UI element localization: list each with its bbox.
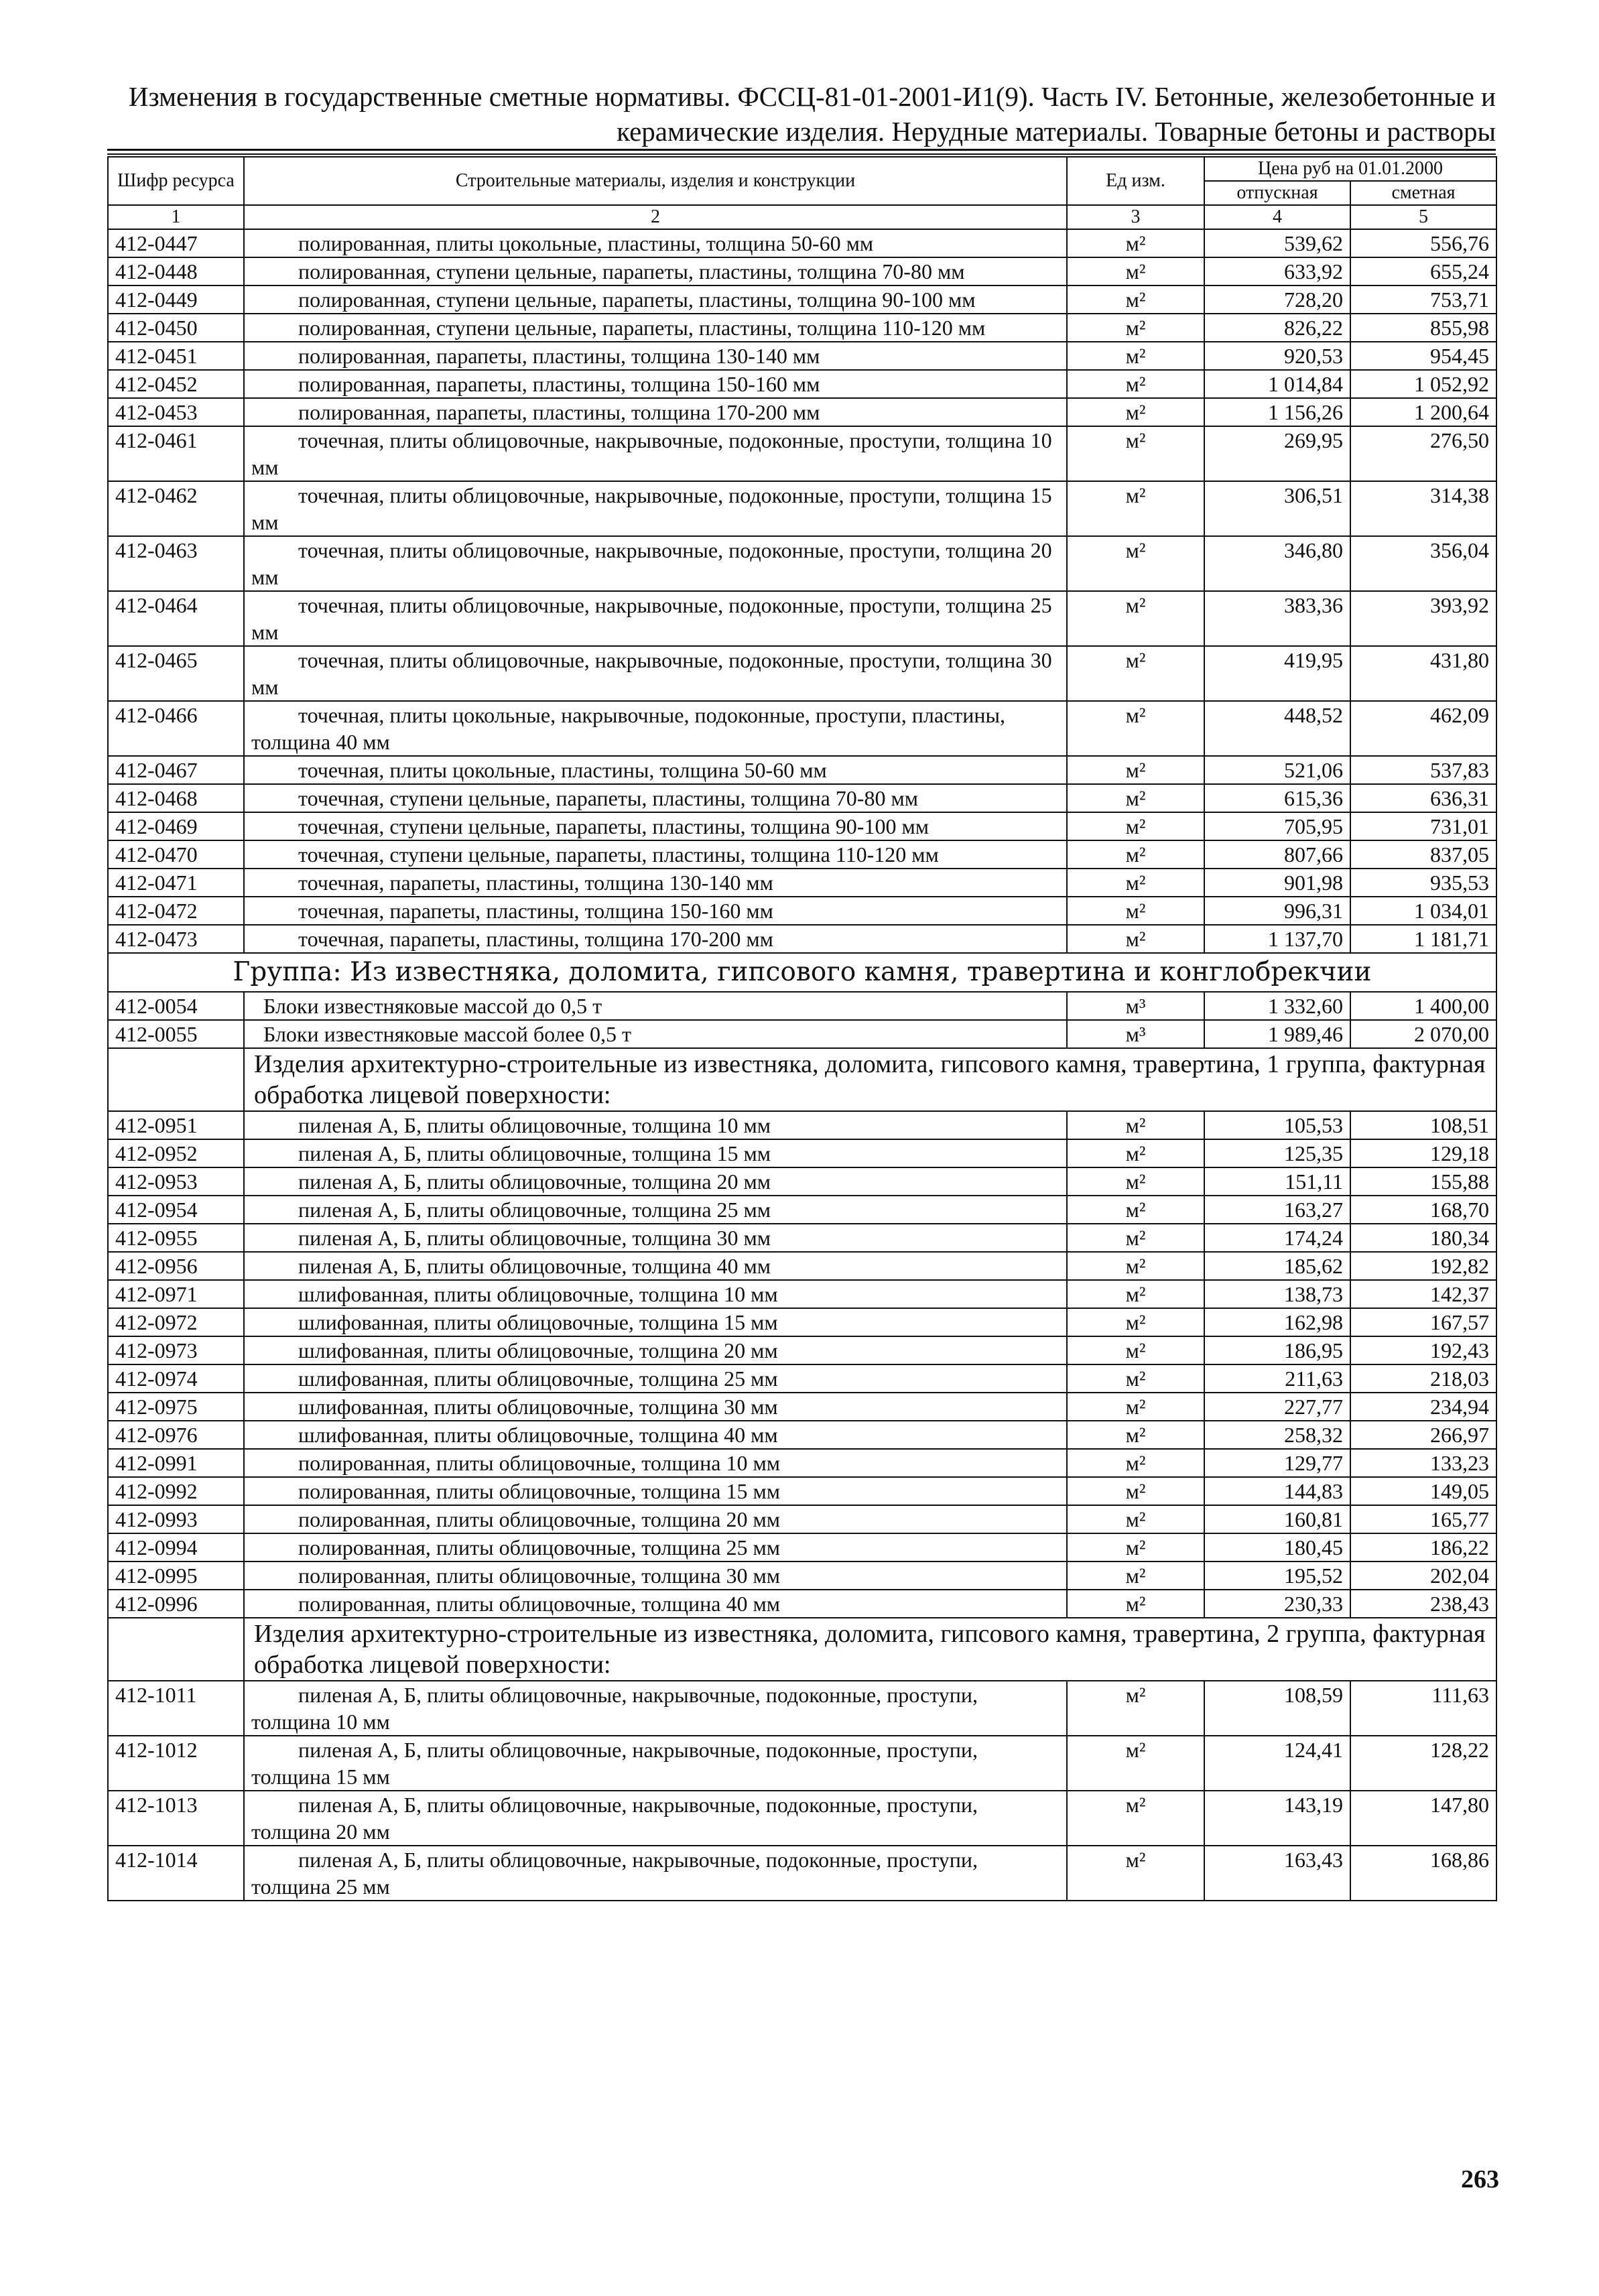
material-name: полированная, плиты облицовочные, толщина 15 мм [244, 1477, 1067, 1505]
material-name: Блоки известняковые массой более 0,5 т [244, 1020, 1067, 1048]
material-name: точечная, плиты цокольные, накрывочные, подоконные, проступи, пластины, толщина 40 мм [244, 701, 1067, 756]
release-price: 269,95 [1204, 426, 1350, 481]
table-row [108, 1308, 1496, 1336]
release-price: 195,52 [1204, 1561, 1350, 1590]
table-row [108, 257, 1496, 285]
material-name: точечная, парапеты, пластины, толщина 170-200 мм [244, 925, 1067, 953]
estimate-price: 954,45 [1350, 342, 1496, 370]
unit: м² [1067, 1364, 1204, 1393]
table-row [108, 229, 1496, 257]
unit: м² [1067, 370, 1204, 398]
table-row [108, 1449, 1496, 1477]
estimate-price: 218,03 [1350, 1364, 1496, 1393]
release-price: 807,66 [1204, 840, 1350, 869]
material-name: полированная, плиты облицовочные, толщина 40 мм [244, 1590, 1067, 1618]
unit: м² [1067, 840, 1204, 869]
resource-code: 412-0952 [108, 1139, 244, 1167]
resource-code: 412-0994 [108, 1533, 244, 1561]
material-name: точечная, плиты облицовочные, накрывочные, подоконные, проступи, толщина 20 мм [244, 536, 1067, 591]
table-row [108, 1681, 1496, 1736]
estimate-price: 837,05 [1350, 840, 1496, 869]
estimate-price: 1 052,92 [1350, 370, 1496, 398]
release-price: 129,77 [1204, 1449, 1350, 1477]
col-header-estimate: сметная [1350, 181, 1496, 205]
release-price: 306,51 [1204, 481, 1350, 536]
header-line-2: керамические изделия. Нерудные материалы. Товарные бетоны и растворы [617, 116, 1496, 147]
estimate-price: 238,43 [1350, 1590, 1496, 1618]
estimate-price: 636,31 [1350, 784, 1496, 812]
estimate-price: 731,01 [1350, 812, 1496, 840]
release-price: 920,53 [1204, 342, 1350, 370]
estimate-price: 234,94 [1350, 1393, 1496, 1421]
material-name: шлифованная, плиты облицовочные, толщина 40 мм [244, 1421, 1067, 1449]
estimate-price: 276,50 [1350, 426, 1496, 481]
material-name: точечная, ступени цельные, парапеты, пластины, толщина 110-120 мм [244, 840, 1067, 869]
unit: м² [1067, 925, 1204, 953]
resource-code: 412-0054 [108, 992, 244, 1020]
table-row [108, 840, 1496, 869]
estimate-price: 149,05 [1350, 1477, 1496, 1505]
resource-code: 412-0461 [108, 426, 244, 481]
table-row [108, 701, 1496, 756]
estimate-price: 314,38 [1350, 481, 1496, 536]
release-price: 162,98 [1204, 1308, 1350, 1336]
estimate-price: 155,88 [1350, 1167, 1496, 1196]
resource-code: 412-0954 [108, 1196, 244, 1224]
table-row [108, 1139, 1496, 1167]
resource-code: 412-0451 [108, 342, 244, 370]
rows-section-a [108, 229, 1496, 953]
estimate-price: 168,70 [1350, 1196, 1496, 1224]
col-header-name: Строительные материалы, изделия и конструкции [244, 157, 1067, 205]
release-price: 211,63 [1204, 1364, 1350, 1393]
estimate-price: 356,04 [1350, 536, 1496, 591]
col-header-code: Шифр ресурса [108, 157, 244, 205]
release-price: 185,62 [1204, 1252, 1350, 1280]
material-name: шлифованная, плиты облицовочные, толщина 10 мм [244, 1280, 1067, 1308]
resource-code: 412-0463 [108, 536, 244, 591]
material-name: шлифованная, плиты облицовочные, толщина 30 мм [244, 1393, 1067, 1421]
material-name: точечная, парапеты, пластины, толщина 130-140 мм [244, 869, 1067, 897]
estimate-price: 1 034,01 [1350, 897, 1496, 925]
release-price: 996,31 [1204, 897, 1350, 925]
material-name: пиленая А, Б, плиты облицовочные, накрывочные, подоконные, проступи, толщина 20 мм [244, 1791, 1067, 1846]
unit: м² [1067, 1846, 1204, 1901]
unit: м² [1067, 1421, 1204, 1449]
release-price: 108,59 [1204, 1681, 1350, 1736]
rows-section-b [108, 992, 1496, 1048]
material-name: полированная, ступени цельные, парапеты, пластины, толщина 70-80 мм [244, 257, 1067, 285]
subgroup-title-2: Изделия архитектурно-строительные из известняка, доломита, гипсового камня, травертина, 2 группа, фактурная обработка лицевой поверхности: [244, 1618, 1496, 1681]
release-price: 705,95 [1204, 812, 1350, 840]
material-name: точечная, парапеты, пластины, толщина 150-160 мм [244, 897, 1067, 925]
group-title: Группа: Из известняка, доломита, гипсового камня, травертина и конглобрекчии [108, 953, 1496, 992]
material-name: точечная, ступени цельные, парапеты, пластины, толщина 70-80 мм [244, 784, 1067, 812]
table-row [108, 314, 1496, 342]
resource-code: 412-0464 [108, 591, 244, 646]
unit: м² [1067, 481, 1204, 536]
estimate-price: 128,22 [1350, 1736, 1496, 1791]
resource-code: 412-0975 [108, 1393, 244, 1421]
estimate-price: 753,71 [1350, 285, 1496, 314]
estimate-price: 108,51 [1350, 1111, 1496, 1139]
header-rule [107, 149, 1496, 151]
resource-code: 412-0447 [108, 229, 244, 257]
resource-code: 412-1011 [108, 1681, 244, 1736]
material-name: пиленая А, Б, плиты облицовочные, толщина 25 мм [244, 1196, 1067, 1224]
unit: м² [1067, 1791, 1204, 1846]
release-price: 151,11 [1204, 1167, 1350, 1196]
estimate-price: 129,18 [1350, 1139, 1496, 1167]
table-row [108, 1590, 1496, 1618]
material-name: полированная, ступени цельные, парапеты, пластины, толщина 110-120 мм [244, 314, 1067, 342]
estimate-price: 186,22 [1350, 1533, 1496, 1561]
release-price: 346,80 [1204, 536, 1350, 591]
material-name: пиленая А, Б, плиты облицовочные, накрывочные, подоконные, проступи, толщина 25 мм [244, 1846, 1067, 1901]
material-name: Блоки известняковые массой до 0,5 т [244, 992, 1067, 1020]
unit: м² [1067, 1196, 1204, 1224]
col-number: 3 [1067, 205, 1204, 229]
estimate-price: 2 070,00 [1350, 1020, 1496, 1048]
table-row [108, 1280, 1496, 1308]
unit: м² [1067, 1393, 1204, 1421]
unit: м² [1067, 1561, 1204, 1590]
estimate-price: 935,53 [1350, 869, 1496, 897]
release-price: 615,36 [1204, 784, 1350, 812]
table-row [108, 869, 1496, 897]
table-row [108, 992, 1496, 1020]
unit: м² [1067, 1449, 1204, 1477]
table-row [108, 591, 1496, 646]
unit: м² [1067, 314, 1204, 342]
unit: м² [1067, 285, 1204, 314]
table-row [108, 1252, 1496, 1280]
estimate-price: 168,86 [1350, 1846, 1496, 1901]
material-name: полированная, парапеты, пластины, толщина 150-160 мм [244, 370, 1067, 398]
release-price: 186,95 [1204, 1336, 1350, 1364]
estimate-price: 167,57 [1350, 1308, 1496, 1336]
resource-code: 412-0972 [108, 1308, 244, 1336]
release-price: 448,52 [1204, 701, 1350, 756]
estimate-price: 431,80 [1350, 646, 1496, 701]
release-price: 125,35 [1204, 1139, 1350, 1167]
table-row [108, 897, 1496, 925]
subgroup-spacer [108, 1618, 244, 1681]
material-name: полированная, плиты облицовочные, толщина 20 мм [244, 1505, 1067, 1533]
release-price: 728,20 [1204, 285, 1350, 314]
resource-code: 412-0471 [108, 869, 244, 897]
unit: м² [1067, 1308, 1204, 1336]
unit: м² [1067, 591, 1204, 646]
table-row [108, 1477, 1496, 1505]
col-number: 4 [1204, 205, 1350, 229]
col-number: 2 [244, 205, 1067, 229]
release-price: 1 332,60 [1204, 992, 1350, 1020]
material-name: полированная, плиты облицовочные, толщина 10 мм [244, 1449, 1067, 1477]
material-name: полированная, плиты облицовочные, толщина 30 мм [244, 1561, 1067, 1590]
table-row [108, 1561, 1496, 1590]
release-price: 826,22 [1204, 314, 1350, 342]
release-price: 144,83 [1204, 1477, 1350, 1505]
estimate-price: 855,98 [1350, 314, 1496, 342]
unit: м² [1067, 1505, 1204, 1533]
table-row [108, 1336, 1496, 1364]
table-row [108, 1224, 1496, 1252]
table-row [108, 426, 1496, 481]
resource-code: 412-0465 [108, 646, 244, 701]
release-price: 419,95 [1204, 646, 1350, 701]
release-price: 383,36 [1204, 591, 1350, 646]
subgroup-spacer [108, 1048, 244, 1111]
estimate-price: 393,92 [1350, 591, 1496, 646]
col-header-unit: Ед изм. [1067, 157, 1204, 205]
unit: м² [1067, 812, 1204, 840]
release-price: 160,81 [1204, 1505, 1350, 1533]
table-row [108, 1196, 1496, 1224]
unit: м² [1067, 756, 1204, 784]
estimate-price: 192,82 [1350, 1252, 1496, 1280]
unit: м² [1067, 869, 1204, 897]
table-row [108, 1791, 1496, 1846]
table-row [108, 1736, 1496, 1791]
resource-code: 412-0462 [108, 481, 244, 536]
material-name: полированная, парапеты, пластины, толщина 130-140 мм [244, 342, 1067, 370]
unit: м² [1067, 1111, 1204, 1139]
resource-code: 412-0469 [108, 812, 244, 840]
table-row [108, 1505, 1496, 1533]
release-price: 230,33 [1204, 1590, 1350, 1618]
material-name: пиленая А, Б, плиты облицовочные, толщина 20 мм [244, 1167, 1067, 1196]
unit: м² [1067, 229, 1204, 257]
table-row [108, 1020, 1496, 1048]
unit: м² [1067, 1736, 1204, 1791]
header-line-1: Изменения в государственные сметные нормативы. ФССЦ-81-01-2001-И1(9). Часть IV. Бетонные, железобетонные и [128, 81, 1496, 112]
resource-code: 412-0467 [108, 756, 244, 784]
estimate-price: 655,24 [1350, 257, 1496, 285]
resource-code: 412-0450 [108, 314, 244, 342]
estimate-price: 556,76 [1350, 229, 1496, 257]
unit: м² [1067, 1681, 1204, 1736]
unit: м² [1067, 1167, 1204, 1196]
unit: м² [1067, 1252, 1204, 1280]
unit: м² [1067, 1224, 1204, 1252]
table-row [108, 1111, 1496, 1139]
unit: м² [1067, 701, 1204, 756]
resource-code: 412-0973 [108, 1336, 244, 1364]
estimate-price: 266,97 [1350, 1421, 1496, 1449]
table-row [108, 756, 1496, 784]
unit: м² [1067, 426, 1204, 481]
unit: м³ [1067, 992, 1204, 1020]
material-name: точечная, плиты цокольные, пластины, толщина 50-60 мм [244, 756, 1067, 784]
release-price: 138,73 [1204, 1280, 1350, 1308]
unit: м² [1067, 897, 1204, 925]
estimate-price: 462,09 [1350, 701, 1496, 756]
col-header-price: Цена руб на 01.01.2000 [1204, 157, 1496, 181]
table-row [108, 812, 1496, 840]
resource-code: 412-0055 [108, 1020, 244, 1048]
release-price: 143,19 [1204, 1791, 1350, 1846]
release-price: 174,24 [1204, 1224, 1350, 1252]
table-row [108, 1846, 1496, 1901]
table-row [108, 481, 1496, 536]
page-number: 263 [1461, 2165, 1499, 2193]
resource-code: 412-1012 [108, 1736, 244, 1791]
resource-code: 412-0974 [108, 1364, 244, 1393]
table-row [108, 1364, 1496, 1393]
unit: м² [1067, 398, 1204, 426]
resource-code: 412-0472 [108, 897, 244, 925]
material-name: пиленая А, Б, плиты облицовочные, накрывочные, подоконные, проступи, толщина 15 мм [244, 1736, 1067, 1791]
estimate-price: 180,34 [1350, 1224, 1496, 1252]
header-rule-2 [107, 153, 1496, 155]
material-name: точечная, плиты облицовочные, накрывочные, подоконные, проступи, толщина 15 мм [244, 481, 1067, 536]
release-price: 1 989,46 [1204, 1020, 1350, 1048]
resource-code: 412-0992 [108, 1477, 244, 1505]
unit: м³ [1067, 1020, 1204, 1048]
material-name: полированная, парапеты, пластины, толщина 170-200 мм [244, 398, 1067, 426]
release-price: 163,43 [1204, 1846, 1350, 1901]
release-price: 901,98 [1204, 869, 1350, 897]
resource-code: 412-0956 [108, 1252, 244, 1280]
rows-section-d [108, 1681, 1496, 1901]
estimate-price: 147,80 [1350, 1791, 1496, 1846]
material-name: точечная, ступени цельные, парапеты, пластины, толщина 90-100 мм [244, 812, 1067, 840]
release-price: 180,45 [1204, 1533, 1350, 1561]
resource-code: 412-0955 [108, 1224, 244, 1252]
price-table [107, 156, 1497, 1901]
col-number: 5 [1350, 205, 1496, 229]
rows-section-c [108, 1111, 1496, 1618]
table-row [108, 1393, 1496, 1421]
table-row [108, 784, 1496, 812]
estimate-price: 537,83 [1350, 756, 1496, 784]
resource-code: 412-0470 [108, 840, 244, 869]
material-name: полированная, плиты цокольные, пластины, толщина 50-60 мм [244, 229, 1067, 257]
unit: м² [1067, 1280, 1204, 1308]
table-row [108, 925, 1496, 953]
release-price: 521,06 [1204, 756, 1350, 784]
table-row [108, 1167, 1496, 1196]
release-price: 1 156,26 [1204, 398, 1350, 426]
table-row [108, 646, 1496, 701]
resource-code: 412-0951 [108, 1111, 244, 1139]
material-name: шлифованная, плиты облицовочные, толщина 20 мм [244, 1336, 1067, 1364]
unit: м² [1067, 1336, 1204, 1364]
estimate-price: 142,37 [1350, 1280, 1496, 1308]
resource-code: 412-0452 [108, 370, 244, 398]
table-row [108, 370, 1496, 398]
resource-code: 412-1014 [108, 1846, 244, 1901]
unit: м² [1067, 1590, 1204, 1618]
resource-code: 412-0449 [108, 285, 244, 314]
page-header [107, 79, 1496, 149]
material-name: точечная, плиты облицовочные, накрывочные, подоконные, проступи, толщина 25 мм [244, 591, 1067, 646]
unit: м² [1067, 342, 1204, 370]
estimate-price: 1 181,71 [1350, 925, 1496, 953]
material-name: пиленая А, Б, плиты облицовочные, толщина 15 мм [244, 1139, 1067, 1167]
resource-code: 412-0473 [108, 925, 244, 953]
release-price: 258,32 [1204, 1421, 1350, 1449]
resource-code: 412-1013 [108, 1791, 244, 1846]
unit: м² [1067, 646, 1204, 701]
resource-code: 412-0466 [108, 701, 244, 756]
unit: м² [1067, 1533, 1204, 1561]
unit: м² [1067, 784, 1204, 812]
material-name: полированная, ступени цельные, парапеты, пластины, толщина 90-100 мм [244, 285, 1067, 314]
resource-code: 412-0996 [108, 1590, 244, 1618]
estimate-price: 1 400,00 [1350, 992, 1496, 1020]
release-price: 1 137,70 [1204, 925, 1350, 953]
resource-code: 412-0993 [108, 1505, 244, 1533]
col-header-release: отпускная [1204, 181, 1350, 205]
unit: м² [1067, 1477, 1204, 1505]
estimate-price: 202,04 [1350, 1561, 1496, 1590]
estimate-price: 111,63 [1350, 1681, 1496, 1736]
estimate-price: 165,77 [1350, 1505, 1496, 1533]
release-price: 124,41 [1204, 1736, 1350, 1791]
release-price: 163,27 [1204, 1196, 1350, 1224]
table-row [108, 342, 1496, 370]
resource-code: 412-0976 [108, 1421, 244, 1449]
material-name: пиленая А, Б, плиты облицовочные, толщина 10 мм [244, 1111, 1067, 1139]
unit: м² [1067, 257, 1204, 285]
release-price: 539,62 [1204, 229, 1350, 257]
estimate-price: 133,23 [1350, 1449, 1496, 1477]
table-row [108, 398, 1496, 426]
resource-code: 412-0971 [108, 1280, 244, 1308]
resource-code: 412-0468 [108, 784, 244, 812]
material-name: пиленая А, Б, плиты облицовочные, толщина 40 мм [244, 1252, 1067, 1280]
release-price: 105,53 [1204, 1111, 1350, 1139]
material-name: пиленая А, Б, плиты облицовочные, накрывочные, подоконные, проступи, толщина 10 мм [244, 1681, 1067, 1736]
resource-code: 412-0448 [108, 257, 244, 285]
material-name: точечная, плиты облицовочные, накрывочные, подоконные, проступи, толщина 10 мм [244, 426, 1067, 481]
col-number: 1 [108, 205, 244, 229]
table-row [108, 536, 1496, 591]
resource-code: 412-0995 [108, 1561, 244, 1590]
material-name: шлифованная, плиты облицовочные, толщина 25 мм [244, 1364, 1067, 1393]
estimate-price: 1 200,64 [1350, 398, 1496, 426]
table-row [108, 285, 1496, 314]
unit: м² [1067, 536, 1204, 591]
subgroup-title-1: Изделия архитектурно-строительные из известняка, доломита, гипсового камня, травертина, 1 группа, фактурная обработка лицевой поверхности: [244, 1048, 1496, 1111]
release-price: 633,92 [1204, 257, 1350, 285]
resource-code: 412-0453 [108, 398, 244, 426]
resource-code: 412-0953 [108, 1167, 244, 1196]
material-name: точечная, плиты облицовочные, накрывочные, подоконные, проступи, толщина 30 мм [244, 646, 1067, 701]
estimate-price: 192,43 [1350, 1336, 1496, 1364]
table-row [108, 1533, 1496, 1561]
release-price: 227,77 [1204, 1393, 1350, 1421]
unit: м² [1067, 1139, 1204, 1167]
release-price: 1 014,84 [1204, 370, 1350, 398]
material-name: шлифованная, плиты облицовочные, толщина 15 мм [244, 1308, 1067, 1336]
resource-code: 412-0991 [108, 1449, 244, 1477]
table-row [108, 1421, 1496, 1449]
material-name: полированная, плиты облицовочные, толщина 25 мм [244, 1533, 1067, 1561]
material-name: пиленая А, Б, плиты облицовочные, толщина 30 мм [244, 1224, 1067, 1252]
